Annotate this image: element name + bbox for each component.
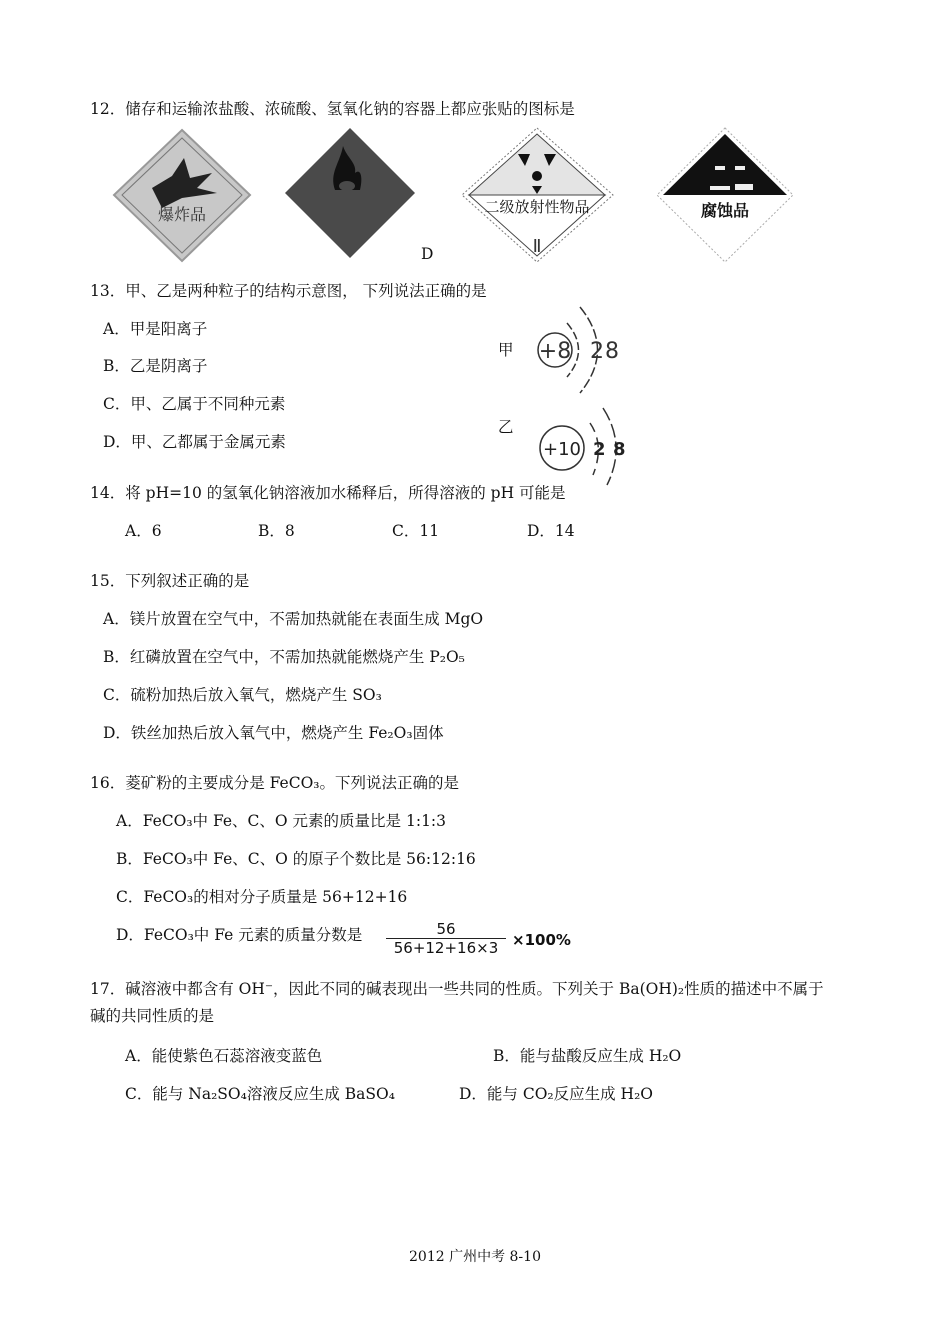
q13-option-c: C．甲、乙属于不同种元素 bbox=[103, 395, 286, 413]
yi-shell-1: 2 bbox=[593, 439, 606, 460]
q17-option-c: C．能与 Na₂SO₄溶液反应生成 BaSO₄ bbox=[125, 1085, 395, 1103]
q14-option-b: B．8 bbox=[258, 522, 295, 540]
q16-option-d: D．FeCO₃中 Fe 元素的质量分数是 bbox=[116, 926, 363, 944]
fraction-numerator: 56 bbox=[386, 920, 506, 939]
q16-option-a: A．FeCO₃中 Fe、C、O 元素的质量比是 1:1:3 bbox=[116, 812, 447, 830]
yi-shell-2: 8 bbox=[613, 439, 626, 460]
q14-option-d: D．14 bbox=[527, 522, 575, 540]
yi-label: 乙 bbox=[498, 418, 514, 436]
q16-option-b: B．FeCO₃中 Fe、C、O 的原子个数比是 56:12:16 bbox=[116, 850, 476, 868]
q17-option-d: D．能与 CO₂反应生成 H₂O bbox=[459, 1085, 654, 1103]
q14-option-a: A．6 bbox=[125, 522, 162, 540]
q15-option-c: C．硫粉加热后放入氧气，燃烧产生 SO₃ bbox=[103, 686, 382, 704]
fraction bbox=[386, 920, 506, 957]
jia-shell-2: 8 bbox=[605, 339, 619, 364]
sign-a-text: 爆炸品 bbox=[157, 205, 207, 224]
yi-nucleus: +10 bbox=[543, 439, 581, 460]
explosive-sign-icon bbox=[112, 128, 252, 263]
flammable-sign-icon bbox=[285, 128, 415, 258]
q12-stem: 12．储存和运输浓盐酸、浓硫酸、氢氧化钠的容器上都应张贴的图标是 bbox=[90, 100, 575, 118]
q14-option-c: C．11 bbox=[392, 522, 440, 540]
sign-d-text: 腐蚀品 bbox=[700, 201, 750, 220]
q12-label-d: D bbox=[421, 245, 434, 263]
q17-stem-line1: 17．碱溶液中都含有 OH⁻，因此不同的碱表现出一些共同的性质。下列关于 Ba(OH)₂性质的描述中不属于 bbox=[90, 980, 824, 998]
atom-structure-diagram bbox=[535, 305, 635, 490]
q15-option-d: D．铁丝加热后放入氧气中，燃烧产生 Fe₂O₃固体 bbox=[103, 724, 444, 742]
jia-shell-1: 2 bbox=[590, 339, 604, 364]
q16-option-c: C．FeCO₃的相对分子质量是 56+12+16 bbox=[116, 888, 408, 906]
q14-stem: 14．将 pH=10 的氢氧化钠溶液加水稀释后，所得溶液的 pH 可能是 bbox=[90, 484, 566, 502]
radioactive-sign-icon bbox=[460, 126, 615, 264]
jia-label: 甲 bbox=[498, 341, 514, 359]
sign-c-class: Ⅱ bbox=[532, 236, 542, 257]
q15-stem: 15．下列叙述正确的是 bbox=[90, 572, 250, 590]
corrosive-sign-icon bbox=[655, 126, 795, 264]
q15-option-b: B．红磷放置在空气中，不需加热就能燃烧产生 P₂O₅ bbox=[103, 648, 465, 666]
q13-stem: 13．甲、乙是两种粒子的结构示意图， 下列说法正确的是 bbox=[90, 282, 487, 300]
q15-option-a: A．镁片放置在空气中，不需加热就能在表面生成 MgO bbox=[103, 610, 484, 628]
q17-stem-line2: 碱的共同性质的是 bbox=[90, 1007, 215, 1025]
q13-option-b: B．乙是阴离子 bbox=[103, 357, 208, 375]
sign-c-text: 二级放射性物品 bbox=[484, 198, 590, 216]
q13-option-d: D．甲、乙都属于金属元素 bbox=[103, 433, 286, 451]
jia-nucleus: +8 bbox=[538, 339, 572, 364]
fraction-times: ×100% bbox=[512, 931, 571, 949]
q17-option-b: B．能与盐酸反应生成 H₂O bbox=[493, 1047, 682, 1065]
q16-stem: 16．菱矿粉的主要成分是 FeCO₃。下列说法正确的是 bbox=[90, 774, 460, 792]
q17-option-a: A．能使紫色石蕊溶液变蓝色 bbox=[125, 1047, 323, 1065]
page-footer: 2012 广州中考 8-10 bbox=[409, 1249, 541, 1265]
q13-option-a: A．甲是阳离子 bbox=[103, 320, 208, 338]
fraction-denominator: 56+12+16×3 bbox=[393, 939, 499, 957]
